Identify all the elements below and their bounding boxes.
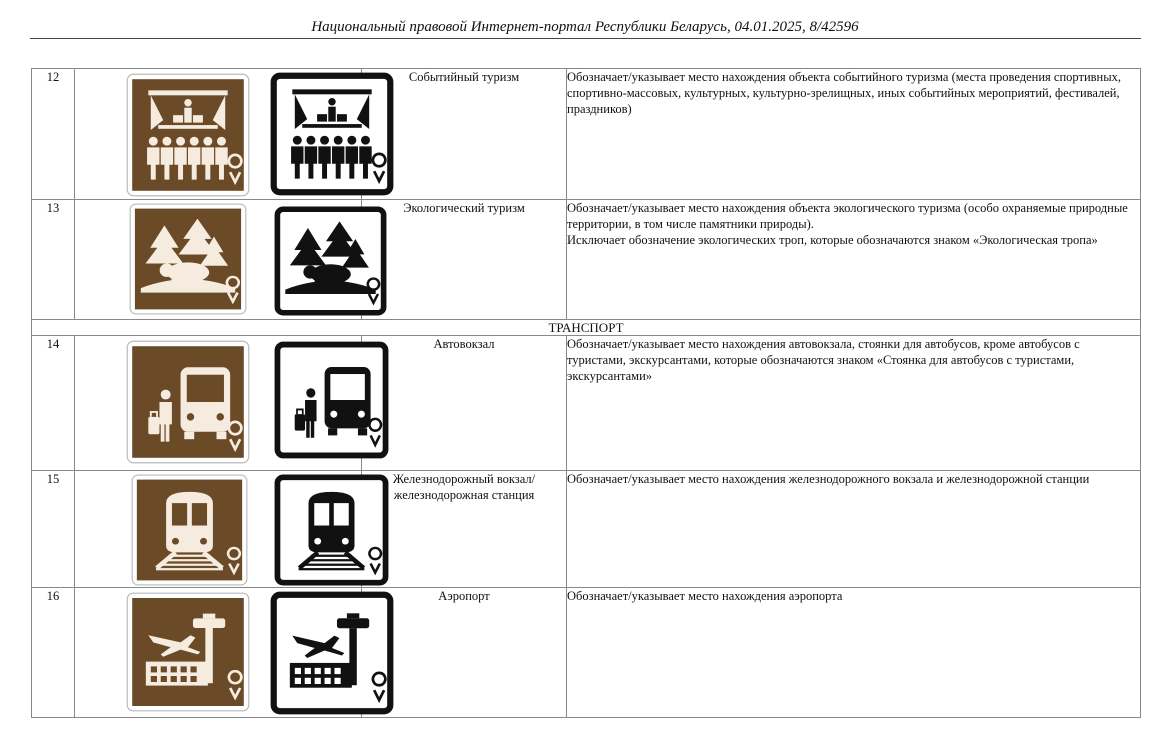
sign-images-cell (75, 69, 362, 200)
table-row (32, 336, 1141, 471)
section-row (32, 320, 1141, 336)
railway-station-bw-sign (274, 474, 389, 586)
row-number: 16 (32, 588, 75, 718)
eco-tourism-bw-sign (274, 206, 387, 316)
sign-images-cell (75, 588, 362, 718)
railway-station-brown-sign (131, 474, 248, 586)
table-row (32, 471, 1141, 588)
sign-images-cell (75, 200, 362, 320)
sign-name: Событийный туризм (362, 69, 567, 200)
header-rule (30, 38, 1141, 39)
signs-table (31, 68, 1141, 718)
sign-description: Обозначает/указывает место нахождения аэропорта (567, 588, 1141, 718)
page-header: Национальный правовой Интернет-портал Республики Беларусь, 04.01.2025, 8/42596 (311, 19, 859, 35)
airport-bw-sign (270, 591, 394, 715)
row-number: 13 (32, 200, 75, 320)
row-number: 12 (32, 69, 75, 200)
section-title: ТРАНСПОРТ (32, 320, 1141, 336)
airport-brown-sign (126, 592, 250, 712)
row-number: 14 (32, 336, 75, 471)
sign-name: Автовокзал (362, 336, 567, 471)
eco-tourism-brown-sign (129, 203, 247, 315)
table-row (32, 588, 1141, 718)
sign-name: Аэропорт (362, 588, 567, 718)
event-tourism-bw-sign (270, 72, 394, 196)
sign-description: Обозначает/указывает место нахождения автовокзала, стоянки для автобусов, кроме автобусов с туристами, экскурсантами, которые обозначаются знаком «Стоянка для автобусов с туристами, экскурсантами» (567, 336, 1141, 471)
bus-station-bw-sign (274, 341, 389, 459)
bus-station-brown-sign (126, 340, 250, 464)
table-row (32, 69, 1141, 200)
sign-description: Обозначает/указывает место нахождения объекта экологического туризма (особо охраняемые природные территории, в том числе памятники природы). Исключает обозначение экологических троп, которые обозначаются знаком «Экологическая тропа» (567, 200, 1141, 320)
sign-name: Железнодорожный вокзал/железнодорожная станция (362, 471, 567, 588)
row-number: 15 (32, 471, 75, 588)
sign-images-cell (75, 471, 362, 588)
sign-name: Экологический туризм (362, 200, 567, 320)
event-tourism-brown-sign (126, 73, 250, 197)
table-row (32, 200, 1141, 320)
sign-description: Обозначает/указывает место нахождения объекта событийного туризма (места проведения спортивных, спортивно-массовых, культурных, культурно-зрелищных, иных событийных мероприятий, фестивалей, праздников) (567, 69, 1141, 200)
sign-images-cell (75, 336, 362, 471)
sign-description: Обозначает/указывает место нахождения железнодорожного вокзала и железнодорожной станции (567, 471, 1141, 588)
